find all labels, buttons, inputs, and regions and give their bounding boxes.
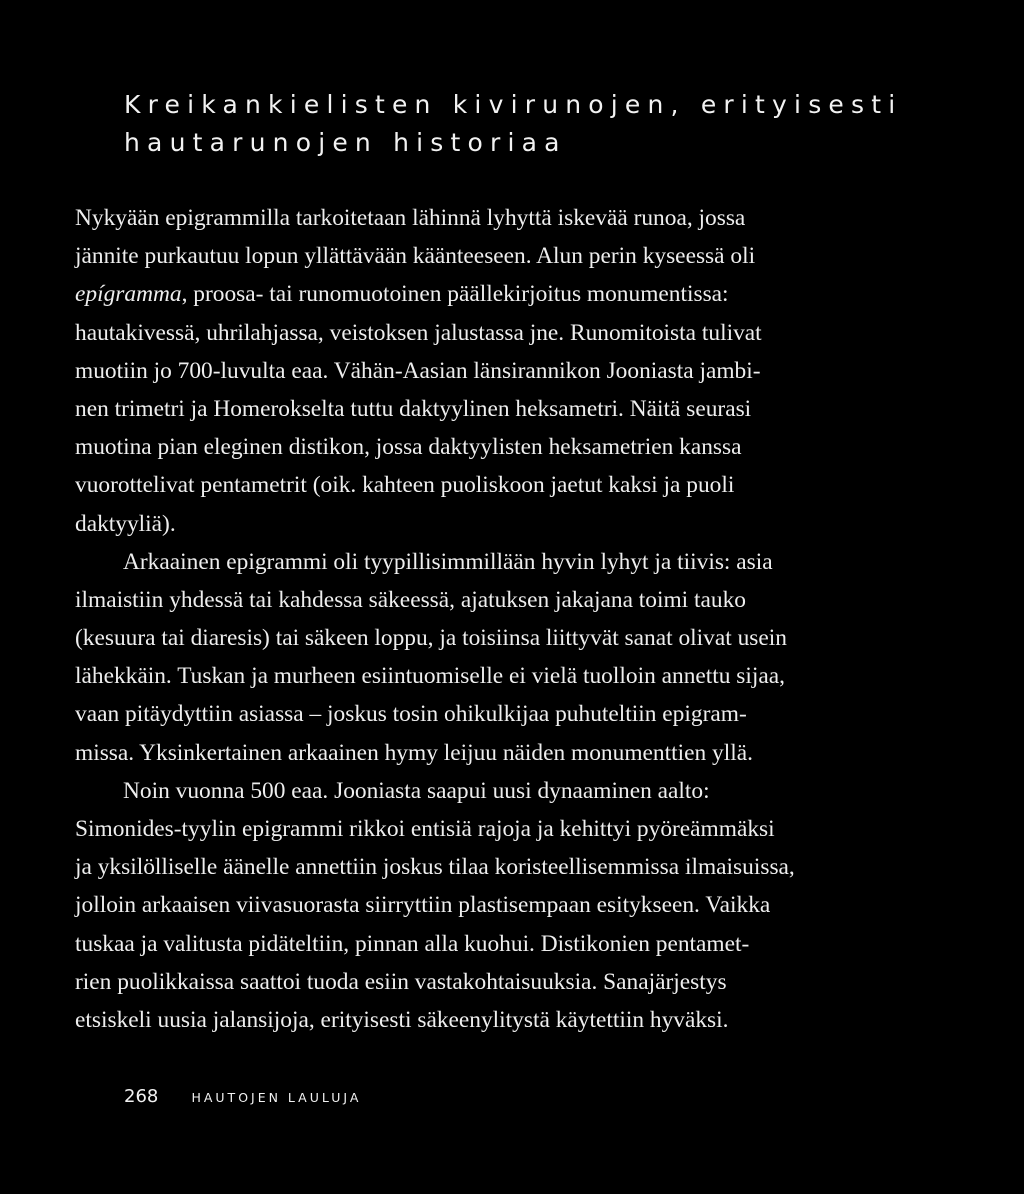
body-line-10: Arkaainen epigrammi oli tyypillisimmillään hyvin lyhyt ja tiivis: asia	[123, 548, 773, 575]
body-line-14: vaan pitäydyttiin asiassa – joskus tosin ohikulkijaa puhuteltiin epigram-	[75, 701, 747, 728]
body-line-1: Nykyään epigrammilla tarkoitetaan lähinnä lyhyttä iskevää runoa, jossa	[75, 205, 746, 231]
body-line-21: rien puolikkaissa saattoi tuoda esiin vastakohtaisuuksia. Sanajärjestys	[75, 968, 727, 995]
page-footer	[124, 1086, 361, 1107]
body-line-13: lähekkäin. Tuskan ja murheen esiintuomiselle ei vielä tuolloin annettu sijaa,	[75, 663, 786, 690]
body-line-9: daktyyliä).	[75, 510, 176, 537]
chapter-heading-line-1: Kreikankielisten kivirunojen, erityisesti	[124, 90, 903, 119]
body-line-19: jolloin arkaaisen viivasuorasta siirryttiin plastisempaan esitykseen. Vaikka	[75, 892, 771, 919]
body-line-11: ilmaistiin yhdessä tai kahdessa säkeessä, ajatuksen jakajana toimi tauko	[75, 586, 746, 613]
body-line-6: nen trimetri ja Homerokselta tuttu daktyylinen heksametri. Näitä seurasi	[75, 395, 752, 422]
body-line-8: vuorottelivat pentametrit (oik. kahteen puoliskoon jaetut kaksi ja puoli	[75, 472, 735, 499]
body-line-12: (kesuura tai diaresis) tai säkeen loppu, ja toisiinsa liittyvät sanat olivat usein	[75, 625, 787, 652]
italic-term: epígramma	[75, 281, 182, 308]
chapter-heading	[124, 86, 903, 162]
body-line-20: tuskaa ja valitusta pidäteltiin, pinnan alla kuohui. Distikonien pentamet-	[75, 930, 750, 957]
body-line-15: missa. Yksinkertainen arkaainen hymy leijuu näiden monumenttien yllä.	[75, 739, 753, 766]
body-line-3-rest: , proosa- tai runomuotoinen päällekirjoitus monumentissa:	[181, 281, 729, 308]
body-line-5: muotiin jo 700-luvulta eaa. Vähän-Aasian länsirannikon Jooniasta jambi-	[75, 357, 761, 384]
body-text	[75, 199, 895, 1039]
body-line-2: jännite purkautuu lopun yllättävään käänteeseen. Alun perin kyseessä oli	[75, 243, 756, 270]
body-line-18: ja yksilölliselle äänelle annettiin joskus tilaa koristeellisemmissa ilmaisuissa,	[75, 854, 795, 881]
body-line-3	[75, 275, 895, 313]
body-line-4: hautakivessä, uhrilahjassa, veistoksen jalustassa jne. Runomitoista tulivat	[75, 319, 762, 346]
body-line-17: Simonides-tyylin epigrammi rikkoi entisiä rajoja ja kehittyi pyöreämmäksi	[75, 816, 775, 842]
body-line-22: etsiskeli uusia jalansijoja, erityisesti säkeenylitystä käytettiin hyväksi.	[75, 1006, 729, 1033]
body-line-16: Noin vuonna 500 eaa. Jooniasta saapui uusi dynaaminen aalto:	[123, 777, 710, 804]
chapter-heading-line-2: hautarunojen historiaa	[124, 128, 567, 157]
body-line-7: muotina pian eleginen distikon, jossa daktyylisten heksametrien kanssa	[75, 434, 742, 461]
running-title: HAUTOJEN LAULUJA	[191, 1090, 362, 1105]
page-number: 268	[124, 1086, 159, 1107]
